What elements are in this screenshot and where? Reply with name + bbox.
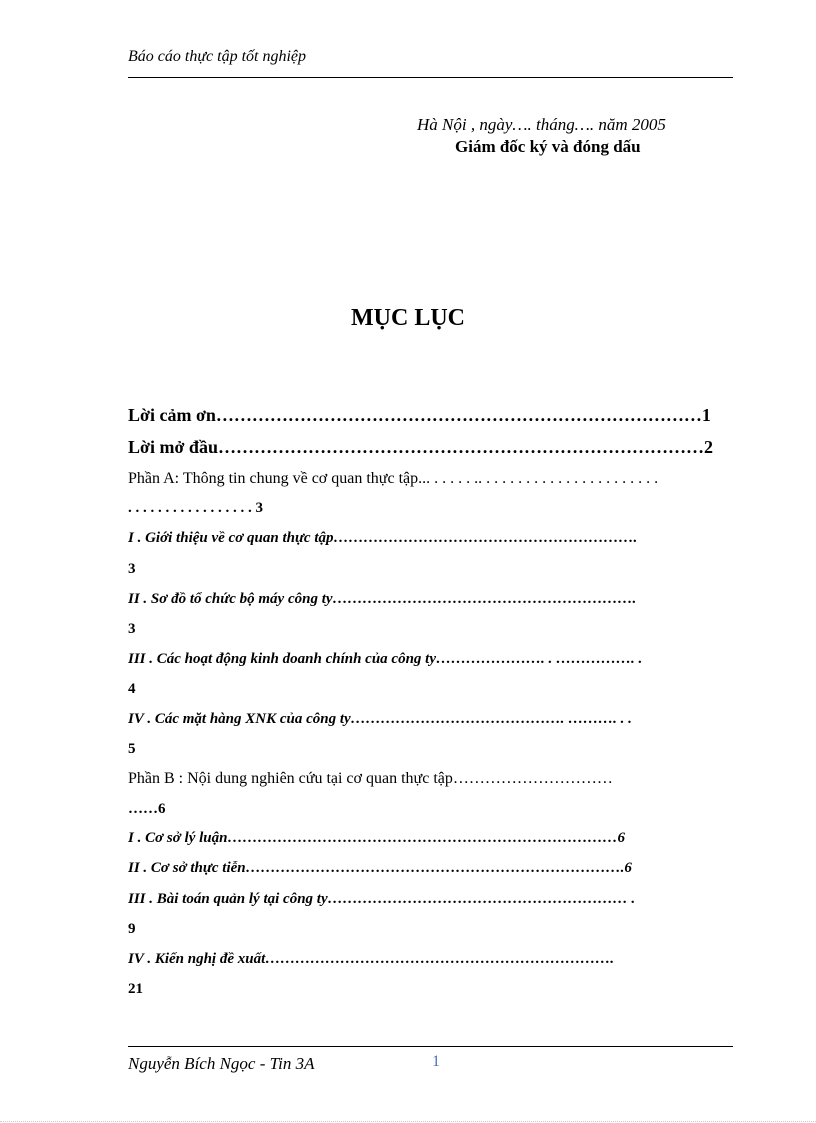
toc-entry-page: 3 [128,561,136,577]
page-break-line [0,1121,816,1122]
toc-entry: Lời cảm ơn………………………………………………………………………1 [128,405,711,425]
footer-author: Nguyễn Bích Ngọc - Tin 3A [128,1054,315,1073]
page-number: 1 [432,1053,440,1070]
toc-title: MỤC LỤC [351,305,465,331]
toc-entry: I . Giới thiệu về cơ quan thực tập……………………………………………………. [128,530,638,546]
toc-entry: Phần B : Nội dung nghiên cứu tại cơ quan thực tập………………………… [128,770,613,787]
header-rule [128,77,733,78]
toc-entry-page: 4 [128,681,136,697]
toc-entry: I . Cơ sở lý luận……………………………………………………………………6 [128,830,625,846]
toc-entry: II . Sơ đồ tổ chức bộ máy công ty……………………………………………………. [128,591,637,607]
toc-entry: III . Bài toán quản lý tại công ty…………………………………………………… . [128,891,636,907]
toc-entry: IV . Các mặt hàng XNK của công ty……………………………………. ………. . . [128,711,632,727]
place-date: Hà Nội , ngày…. tháng…. năm 2005 [417,115,666,134]
toc-entry-page: 3 [128,621,136,637]
toc-entry-page: 21 [128,981,143,997]
signature-label: Giám đốc ký và đóng dấu [455,137,641,156]
header-title: Báo cáo thực tập tốt nghiệp [128,48,307,65]
toc-entry: . . . . . . . . . . . . . . . . . 3 [128,500,263,516]
footer-rule [128,1046,733,1047]
toc-entry: IV . Kiến nghị đề xuất……………………………………………………………. [128,951,615,967]
toc-entry: Lời mở đầu………………………………………………………………………2 [128,437,713,457]
toc-entry: II . Cơ sở thực tiễn………………………………………………………………….6 [128,860,632,876]
toc-entry-page: ……6 [128,801,166,817]
toc-entry: Phần A: Thông tin chung về cơ quan thực tập... . . . . . .. . . . . . . . . . . . . . . . . . . . . . . [128,470,659,487]
toc-entry: III . Các hoạt động kinh doanh chính của công ty…………………. . ……………. . [128,651,643,667]
toc-entry-page: 5 [128,741,136,757]
toc-entry-page: 9 [128,921,136,937]
